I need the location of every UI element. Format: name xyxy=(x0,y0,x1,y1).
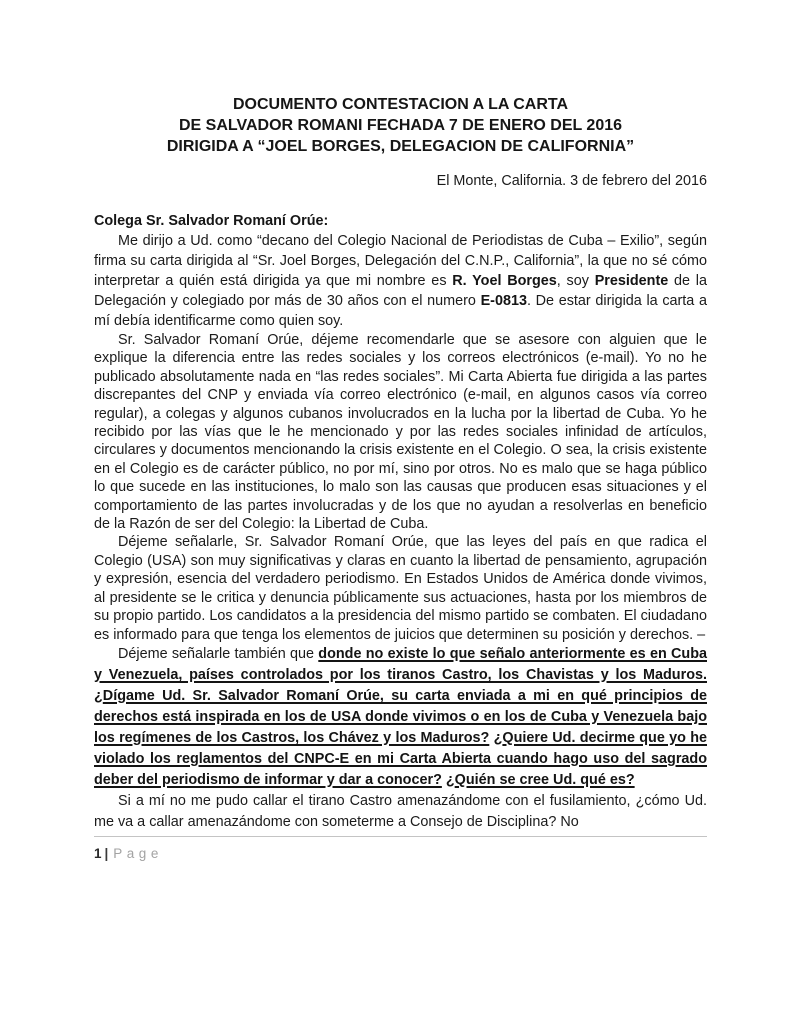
text-run-bold-underline: Quiere Ud. decirme que yo he violado los reglamentos del CNPC-E en mi Carta Abierta cuando hago uso del sagrado deber del periodismo de informar y dar a conocer? xyxy=(94,729,707,788)
text-run-bold-underline: Dígame Ud. Sr. Salvador Romaní Orúe, su carta enviada a mi en qué principios de derechos está inspirada en los de USA donde vivimos o en los de Cuba y Venezuela bajo los regímenes de los Castros, los Chávez y los Maduros? xyxy=(94,687,707,746)
text-run: de la Delegación y colegiado por más de 30 años con el numero xyxy=(94,273,707,309)
text-run-bold: E-0813 xyxy=(480,293,527,309)
text-run-bold: ¿ xyxy=(489,729,503,746)
text-run-bold-underline: Quién se cree Ud. qué es? xyxy=(454,771,635,788)
text-run-bold: ¿ xyxy=(94,687,103,704)
text-run: Déjeme señalarle también que xyxy=(118,645,319,662)
footer-separator: | xyxy=(104,845,109,861)
title-line-3: DIRIGIDA A “JOEL BORGES, DELEGACION DE CALIFORNIA” xyxy=(166,138,635,155)
dateline: El Monte, California. 3 de febrero del 2016 xyxy=(436,173,707,189)
footer-rule xyxy=(94,836,707,837)
text-run: Sr. Salvador Romaní Orúe, déjeme recomendarle que se asesore con alguien que le explique la diferencia entre las redes sociales y los correos electrónicos (e-mail). Yo no he publicado absolutamente nada en “las redes sociales”. Mi Carta Abierta fue dirigida a las partes discrepantes del CNP y enviada vía correo electrónico (e-mail, en algunos casos vía correo regular), a colegas y algunos cubanos involucrados en la lucha por la libertad de Cuba. Yo he recibido por las vías que le he mencionado y por las redes sociales infinidad de artículos, circulares y documentos mencionando la crisis existente en el Colegio. O sea, la crisis existente en el Colegio es de carácter público, no por mí, sino por otros. No es malo que se haga público lo que sucede en las instituciones, lo malo son las causas que producen esas situaciones y el comportamiento de las partes involucradas y de los que no ayudan a resolverlas en beneficio de la Razón de ser del Colegio: la Libertad de Cuba. xyxy=(94,332,707,533)
text-run-bold: R. Yoel Borges xyxy=(452,273,557,289)
page-label: Page xyxy=(113,845,163,861)
document-title xyxy=(94,94,707,157)
paragraph-3 xyxy=(94,533,707,643)
salutation: Colega Sr. Salvador Romaní Orúe: xyxy=(94,213,329,229)
paragraph-1 xyxy=(94,231,707,331)
text-run: Me dirijo a Ud. como “decano del Colegio Nacional de Periodistas de Cuba – Exilio”, según firma su carta dirigida al “Sr. Joel Borges, Delegación del C.N.P., California”, la que no sé cómo interpretar a quién está dirigida ya que mi nombre es xyxy=(94,233,707,289)
paragraph-2 xyxy=(94,331,707,533)
text-run: Déjeme señalarle, Sr. Salvador Romaní Orúe, que las leyes del país en que radica el Colegio (USA) son muy significativas y claras en cuanto la libertad de pensamiento, agrupación y expresión, esencia del verdadero periodismo. En Estados Unidos de América donde vivimos, al presidente se le critica y denuncia públicamente sus actuaciones, hasta por los miembros de su propio partido. Los candidatos a la presidencia del mismo partido se combaten. El ciudadano es informado para que tenga los elementos de juicios que determinen su posición y derechos. – xyxy=(94,534,707,643)
text-run-bold: Presidente xyxy=(594,273,669,289)
paragraph-5 xyxy=(94,791,707,833)
title-line-1: DOCUMENTO CONTESTACION A LA CARTA xyxy=(232,96,569,113)
text-run: . De estar dirigida la carta a mí debía identificarme como quien soy. xyxy=(94,293,707,329)
paragraph-4 xyxy=(94,644,707,791)
text-run-bold-underline: donde no existe lo que señalo anteriormente es en Cuba y Venezuela, países controlados por los tiranos Castro, los Chavistas y los Maduros. xyxy=(94,645,707,683)
text-run: , soy xyxy=(556,273,595,289)
page-number: 1 xyxy=(94,845,102,861)
page-footer xyxy=(94,845,707,863)
text-run: Si a mí no me pudo callar el tirano Castro amenazándome con el fusilamiento, ¿cómo Ud. me va a callar amenazándome con someterme a Consejo de Disciplina? No xyxy=(94,792,707,830)
title-line-2: DE SALVADOR ROMANI FECHADA 7 DE ENERO DEL 2016 xyxy=(178,117,623,134)
text-run-bold: ¿ xyxy=(441,771,455,788)
